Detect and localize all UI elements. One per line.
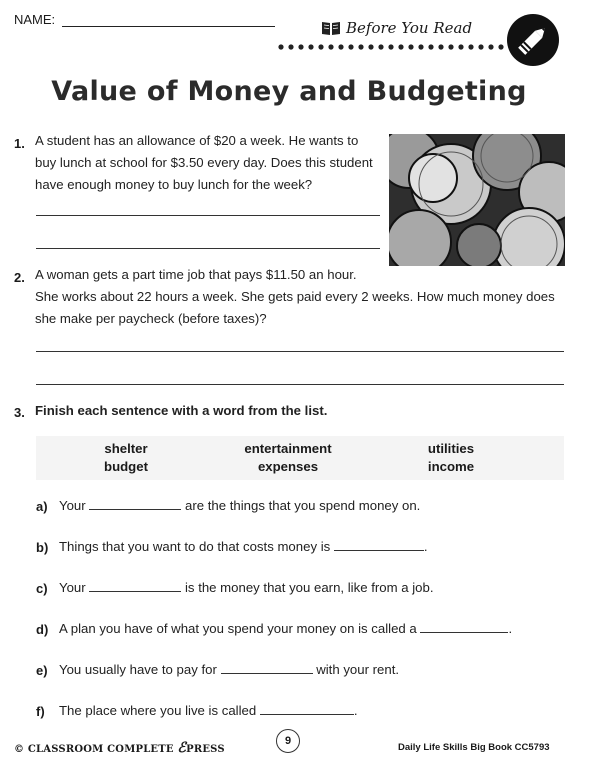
item-f-before: The place where you live is called <box>59 703 257 718</box>
question-1-line: A student has an allowance of $20 a week. He wants to <box>35 133 359 148</box>
answer-line-q1-2[interactable] <box>36 248 380 249</box>
question-3-number: 3. <box>14 405 25 420</box>
item-d-blank[interactable] <box>420 621 508 633</box>
question-1-line: buy lunch at school for $3.50 every day. Does this student <box>35 155 373 170</box>
page-number: 9 <box>276 729 300 753</box>
item-d-sentence <box>59 621 512 636</box>
item-f-blank[interactable] <box>260 703 354 715</box>
word-bank-item: income <box>427 459 475 474</box>
item-e-after: with your rent. <box>316 662 400 677</box>
item-a-after: are the things that you spend money on. <box>185 498 421 513</box>
item-f-letter: f) <box>36 704 45 719</box>
word-bank-item: utilities <box>427 441 475 456</box>
item-e-letter: e) <box>36 663 48 678</box>
pencil-badge <box>507 14 559 66</box>
item-f-sentence <box>59 703 358 718</box>
item-b-sentence <box>59 539 428 554</box>
book-title: Daily Life Skills Big Book CC5793 <box>398 742 550 753</box>
question-2-number: 2. <box>14 270 25 285</box>
publisher-prefix: © CLASSROOM COMPLETE <box>14 744 174 755</box>
item-c-sentence <box>59 580 434 595</box>
item-b-after: . <box>423 539 428 554</box>
item-a-letter: a) <box>36 499 48 514</box>
item-a-before: Your <box>59 498 86 513</box>
publisher-credit <box>14 740 225 756</box>
answer-line-q1-1[interactable] <box>36 215 380 216</box>
item-c-before: Your <box>59 580 86 595</box>
item-b-letter: b) <box>36 540 49 555</box>
answer-line-q2-2[interactable] <box>36 384 564 385</box>
word-bank-item: expenses <box>257 459 319 474</box>
item-e-blank[interactable] <box>221 662 313 674</box>
pencil-icon <box>507 14 559 66</box>
question-3-instruction: Finish each sentence with a word from the list. <box>35 403 328 418</box>
question-1-number: 1. <box>14 136 25 151</box>
item-a-blank[interactable] <box>89 498 181 510</box>
word-bank-item: entertainment <box>244 441 332 456</box>
publisher-suffix: PRESS <box>186 744 225 755</box>
item-d-after: . <box>508 621 513 636</box>
item-c-blank[interactable] <box>89 580 181 592</box>
word-bank-item: budget <box>104 459 148 474</box>
item-a-sentence <box>59 498 420 513</box>
question-1-line: have enough money to buy lunch for the week? <box>35 177 313 192</box>
section-label: Before You Read <box>346 19 473 37</box>
publisher-logo-glyph: ℰ <box>177 740 187 756</box>
item-c-letter: c) <box>36 581 48 596</box>
dotted-divider <box>277 43 507 51</box>
word-bank-item: shelter <box>104 441 148 456</box>
item-d-letter: d) <box>36 622 49 637</box>
name-field-line[interactable] <box>62 26 275 27</box>
coins-photo <box>389 134 565 266</box>
open-book-icon <box>321 20 341 36</box>
name-label: NAME: <box>14 12 56 27</box>
item-b-before: Things that you want to do that costs money is <box>59 539 331 554</box>
item-b-blank[interactable] <box>334 539 424 551</box>
question-2-text <box>35 264 575 330</box>
answer-line-q2-1[interactable] <box>36 351 564 352</box>
question-2-line: She works about 22 hours a week. She gets paid every 2 weeks. How much money does <box>35 289 555 304</box>
item-c-after: is the money that you earn, like from a job. <box>185 580 434 595</box>
worksheet-title: Value of Money and Budgeting <box>51 76 527 107</box>
item-e-before: You usually have to pay for <box>59 662 217 677</box>
question-2-line: she make per paycheck (before taxes)? <box>35 311 267 326</box>
item-d-before: A plan you have of what you spend your money on is called a <box>59 621 417 636</box>
question-1-text <box>35 130 385 196</box>
question-2-line: A woman gets a part time job that pays $11.50 an hour. <box>35 267 357 282</box>
item-e-sentence <box>59 662 399 677</box>
item-f-after: . <box>353 703 358 718</box>
